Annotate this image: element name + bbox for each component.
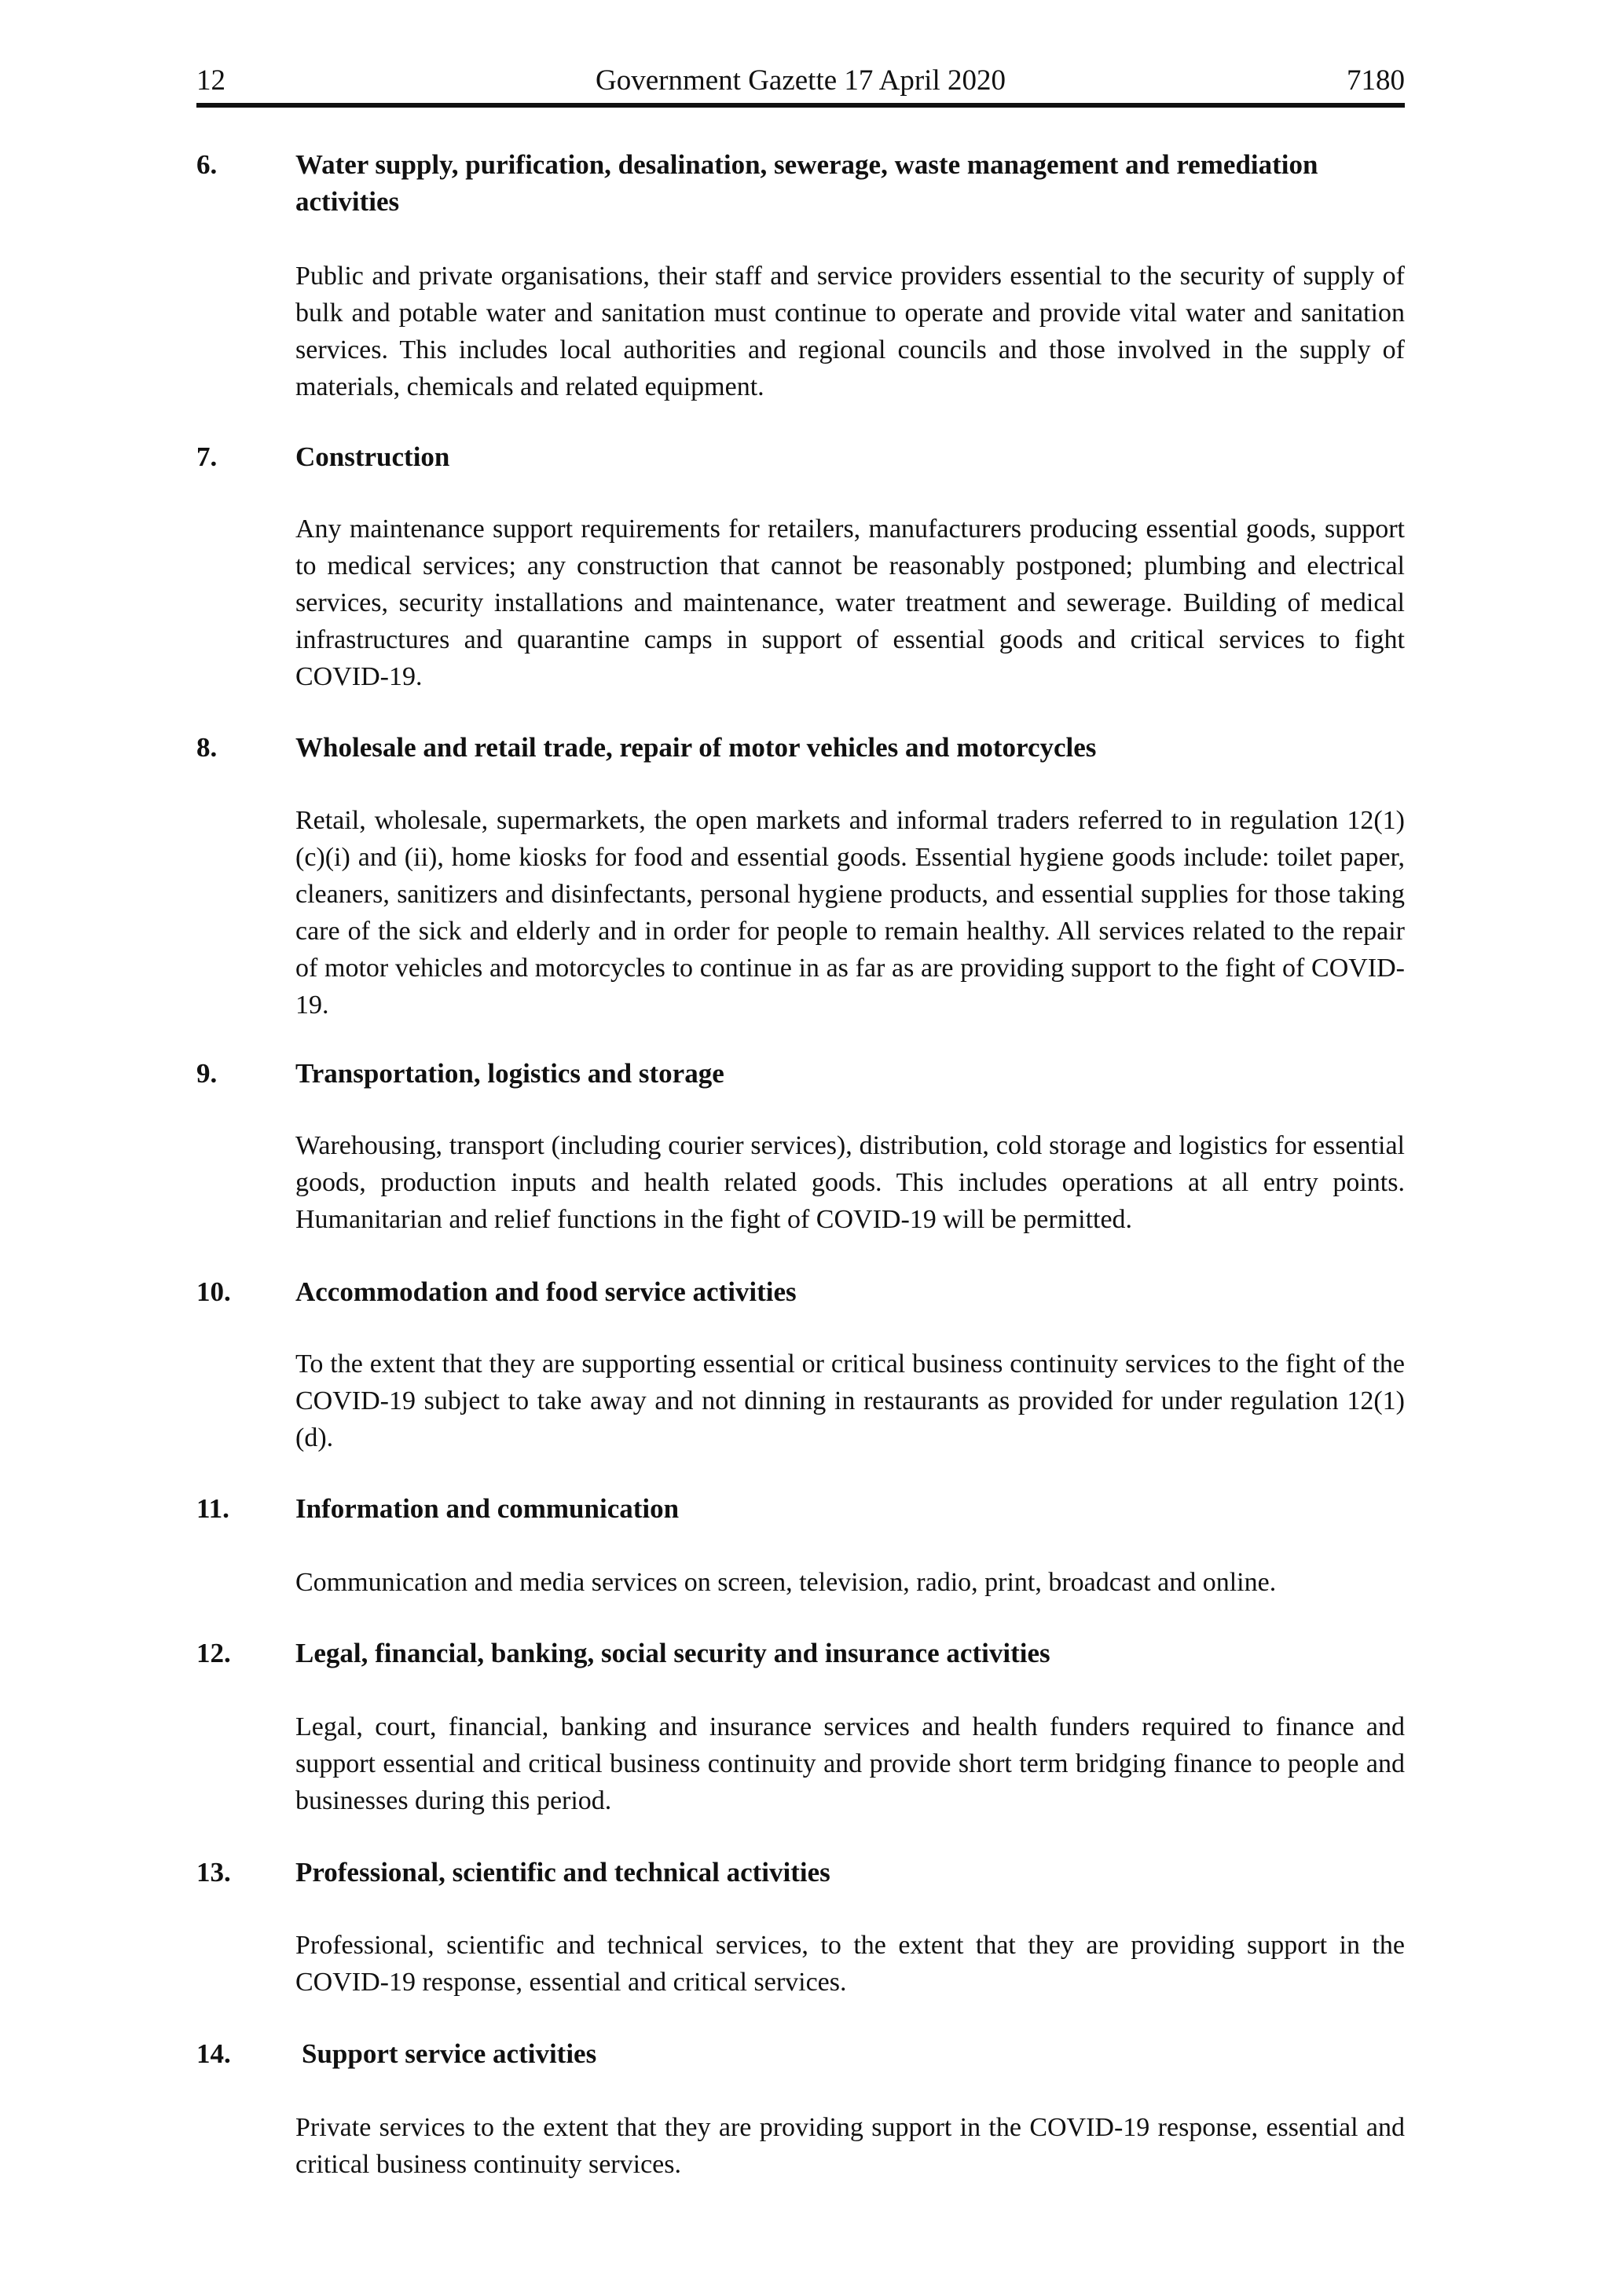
section-title: Accommodation and food service activities [295,1276,797,1307]
section-number: 10. [196,1276,231,1307]
section-body-13: Professional, scientific and technical services, to the extent that they are providing support in the COVID-19 response, essential and critical services. [295,1931,1405,1997]
section-number: 9. [196,1058,218,1089]
section-body-14: Private services to the extent that they are providing support in the COVID-19 response, essential and critical business continuity services. [295,2113,1405,2179]
section-body-7: Any maintenance support requirements for retailers, manufacturers producing essential goods, support to medical services; any construction that cannot be reasonably postponed; plumbing and electrical services, security installations and maintenance, water treatment and sewerage. Building of medical infrastructures and quarantine camps in support of essential goods and critical services to fight COVID-19. [295,514,1405,691]
section-title: Support service activities [302,2038,597,2069]
section-body-6: Public and private organisations, their staff and service providers essential to the security of supply of bulk and potable water and sanitation must continue to operate and provide vital water and sanitation services. This includes local authorities and regional councils and those involved in the supply of materials, chemicals and related equipment. [295,262,1405,401]
section-body-10: To the extent that they are supporting essential or critical business continuity services to the fight of the COVID-19 subject to take away and not dinning in restaurants as provided for under regulation 12(1)(d). [295,1349,1405,1452]
section-title: Legal, financial, banking, social security and insurance activities [295,1638,1050,1668]
section-number: 7. [196,441,218,472]
page-header [196,61,1405,101]
section-body-11: Communication and media services on screen, television, radio, print, broadcast and online. [295,1568,1277,1597]
header-rule [196,103,1405,108]
section-title: Wholesale and retail trade, repair of motor vehicles and motorcycles [295,732,1097,763]
section-number: 14. [196,2038,231,2069]
section-title: Information and communication [295,1493,680,1524]
gazette-number: 7180 [1347,64,1405,97]
section-body-9: Warehousing, transport (including courier services), distribution, cold storage and logistics for essential goods, production inputs and health related goods. This includes operations at all entry points. Humanitarian and relief functions in the fight of COVID-19 will be permitted. [295,1131,1405,1234]
section-title: Professional, scientific and technical activities [295,1857,830,1888]
section-number: 8. [196,732,218,763]
section-title: Construction [295,441,450,472]
section-number: 13. [196,1857,231,1888]
section-title: Transportation, logistics and storage [295,1058,724,1089]
section-number: 6. [196,149,218,180]
section-body-8: Retail, wholesale, supermarkets, the open markets and informal traders referred to in regulation 12(1)(c)(i) and (ii), home kiosks for food and essential goods. Essential hygiene goods include: toilet paper, cleaners, sanitizers and disinfectants, personal hygiene products, and essential supplies for those taking care of the sick and elderly and in order for people to remain healthy. All services related to the repair of motor vehicles and motorcycles to continue in as far as are providing support to the fight of COVID-19. [295,806,1405,1020]
section-body-12: Legal, court, financial, banking and insurance services and health funders required to finance and support essential and critical business continuity and provide short term bridging finance to people and businesses during this period. [295,1712,1405,1815]
gazette-title: Government Gazette 17 April 2020 [596,64,1006,97]
section-number: 11. [196,1493,229,1524]
page-number: 12 [196,64,225,97]
section-number: 12. [196,1638,231,1668]
section-title: Water supply, purification, desalination, sewerage, waste management and remediation activities [295,149,1318,217]
